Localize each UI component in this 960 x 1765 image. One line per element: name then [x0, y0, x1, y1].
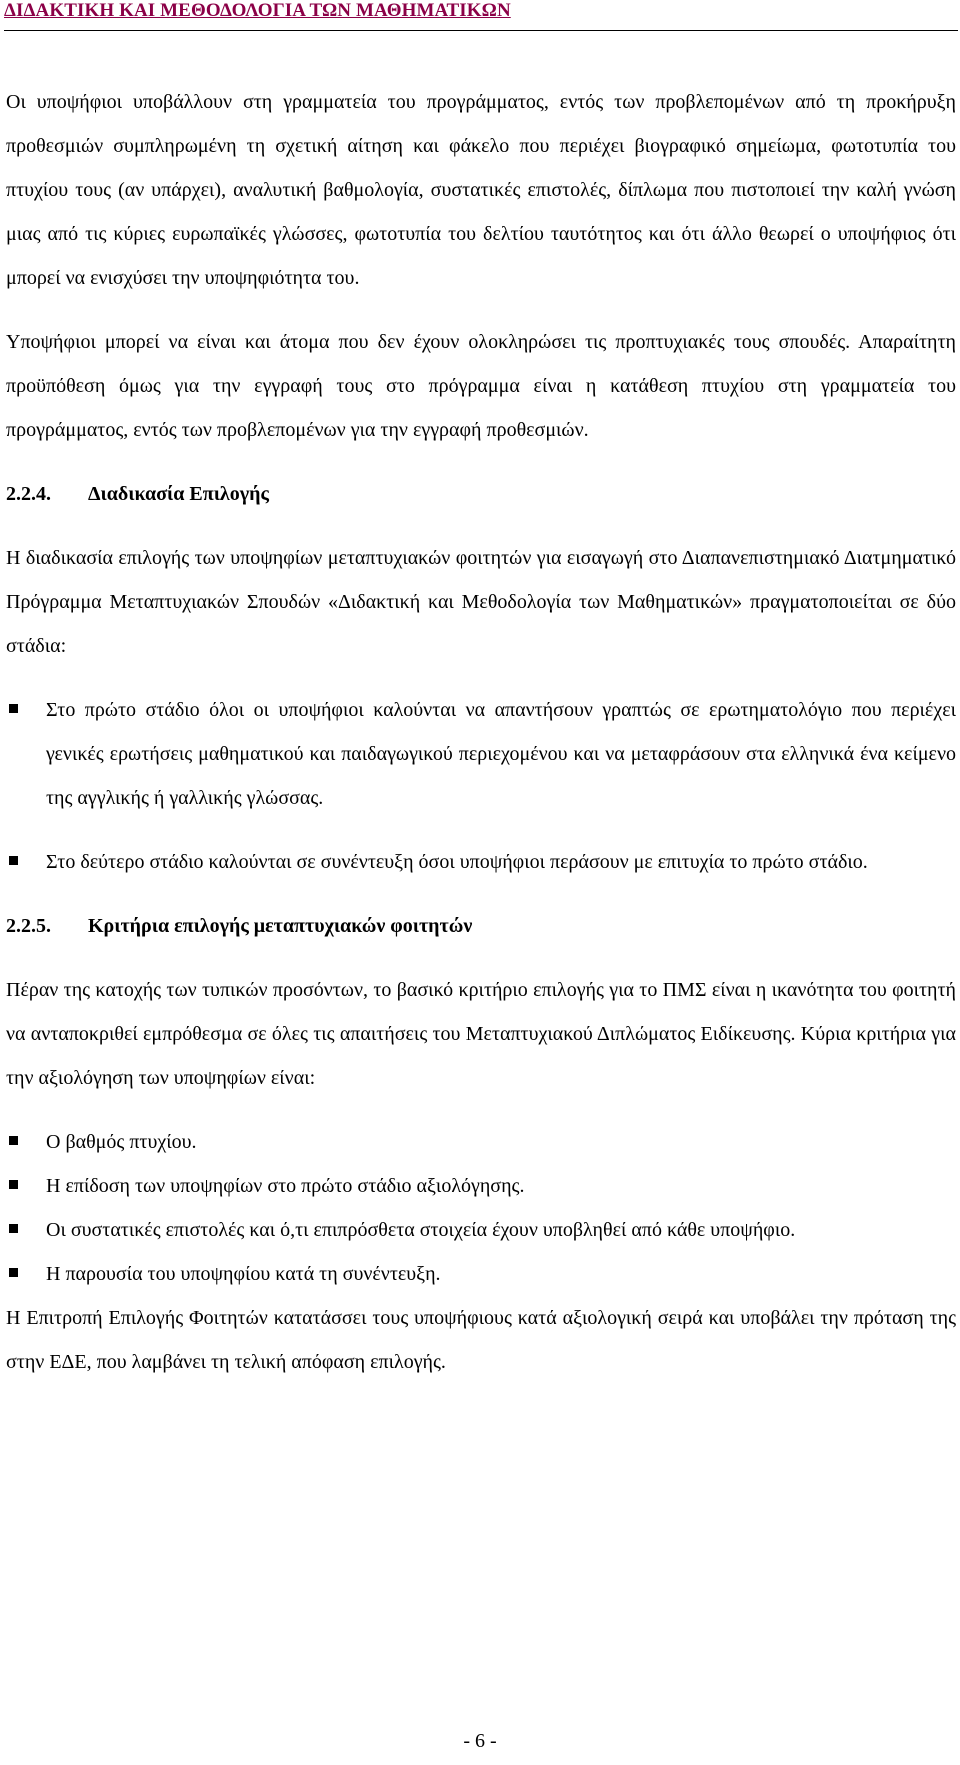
list-item	[6, 1208, 956, 1252]
section-number: 2.2.5.	[6, 915, 51, 937]
square-bullet-icon	[9, 1268, 18, 1277]
square-bullet-icon	[9, 704, 18, 713]
list-item-text: Στο πρώτο στάδιο όλοι οι υποψήφιοι καλούνται να απαντήσουν γραπτώς σε ερωτηματολόγιο που περιέχει γενικές ερωτήσεις μαθηματικού και παιδαγωγικού περιεχομένου και να μεταφράσουν στα ελληνικά ένα κείμενο της αγγλικής ή γαλλικής γλώσσας.	[46, 699, 956, 809]
header-rule	[4, 30, 958, 31]
list-item-text: Ο βαθμός πτυχίου.	[46, 1131, 197, 1153]
list-item-text: Η επίδοση των υποψηφίων στο πρώτο στάδιο αξιολόγησης.	[46, 1175, 525, 1197]
stages-list	[6, 688, 956, 820]
list-item-text: Η παρουσία του υποψηφίου κατά τη συνέντευξη.	[46, 1263, 441, 1285]
criteria-list	[6, 1120, 956, 1296]
section-title: Κριτήρια επιλογής μεταπτυχιακών φοιτητών	[88, 915, 473, 937]
square-bullet-icon	[9, 1224, 18, 1233]
running-header: ΔΙΔΑΚΤΙΚΗ ΚΑΙ ΜΕΘΟΔΟΛΟΓΙΑ ΤΩΝ ΜΑΘΗΜΑΤΙΚΩΝ	[4, 0, 511, 21]
paragraph-selection-criteria: Πέραν της κατοχής των τυπικών προσόντων, το βασικό κριτήριο επιλογής για το ΠΜΣ είναι η ικανότητα του φοιτητή να ανταποκριθεί εμπρόθεσμα σε όλες τις απαιτήσεις του Μεταπτυχιακού Διπλώματος Ειδίκευσης. Κύρια κριτήρια για την αξιολόγηση των υποψηφίων είναι:	[6, 979, 956, 1089]
list-item	[6, 1120, 956, 1164]
list-item-text: Στο δεύτερο στάδιο καλούνται σε συνέντευξη όσοι υποψήφιοι περάσουν με επιτυχία το πρώτο στάδιο.	[46, 851, 868, 873]
section-heading-selection-criteria	[6, 904, 956, 948]
list-item	[6, 1164, 956, 1208]
stages-list-2	[6, 840, 956, 884]
paragraph-committee: Η Επιτροπή Επιλογής Φοιτητών κατατάσσει τους υποψήφιους κατά αξιολογική σειρά και υποβάλει την πρόταση της στην ΕΔΕ, που λαμβάνει τη τελική απόφαση επιλογής.	[6, 1307, 956, 1373]
section-heading-selection-procedure	[6, 472, 956, 516]
page-number: - 6 -	[463, 1730, 497, 1752]
list-item	[6, 688, 956, 820]
list-item-text: Οι συστατικές επιστολές και ό,τι επιπρόσθετα στοιχεία έχουν υποβληθεί από κάθε υποψήφιο.	[46, 1219, 796, 1241]
square-bullet-icon	[9, 1136, 18, 1145]
square-bullet-icon	[9, 856, 18, 865]
paragraph-application-documents: Οι υποψήφιοι υποβάλλουν στη γραμματεία του προγράμματος, εντός των προβλεπομένων από τη προκήρυξη προθεσμιών συμπληρωμένη τη σχετική αίτηση και φάκελο που περιέχει βιογραφικό σημείωμα, φωτοτυπία του πτυχίου τους (αν υπάρχει), αναλυτική βαθμολογία, συστατικές επιστολές, δίπλωμα που πιστοποιεί την καλή γνώση μιας από τις κύριες ευρωπαϊκές γλώσσες, φωτοτυπία του δελτίου ταυτότητος και ότι άλλο θεωρεί ο υποψήφιος ότι μπορεί να ενισχύσει την υποψηφιότητα του.	[6, 91, 956, 289]
paragraph-selection-procedure: Η διαδικασία επιλογής των υποψηφίων μεταπτυχιακών φοιτητών για εισαγωγή στο Διαπανεπιστημιακό Διατμηματικό Πρόγραμμα Μεταπτυχιακών Σπουδών «Διδακτική και Μεθοδολογία των Μαθηματικών» πραγματοποιείται σε δύο στάδια:	[6, 547, 956, 657]
square-bullet-icon	[9, 1180, 18, 1189]
section-number: 2.2.4.	[6, 483, 51, 505]
page-content	[6, 80, 956, 1384]
section-title: Διαδικασία Επιλογής	[88, 483, 269, 505]
list-item	[6, 840, 956, 884]
list-item	[6, 1252, 956, 1296]
paragraph-candidates: Υποψήφιοι μπορεί να είναι και άτομα που δεν έχουν ολοκληρώσει τις προπτυχιακές τους σπουδές. Απαραίτητη προϋπόθεση όμως για την εγγραφή τους στο πρόγραμμα είναι η κατάθεση πτυχίου στη γραμματεία του προγράμματος, εντός των προβλεπομένων για την εγγραφή προθεσμιών.	[6, 331, 956, 441]
